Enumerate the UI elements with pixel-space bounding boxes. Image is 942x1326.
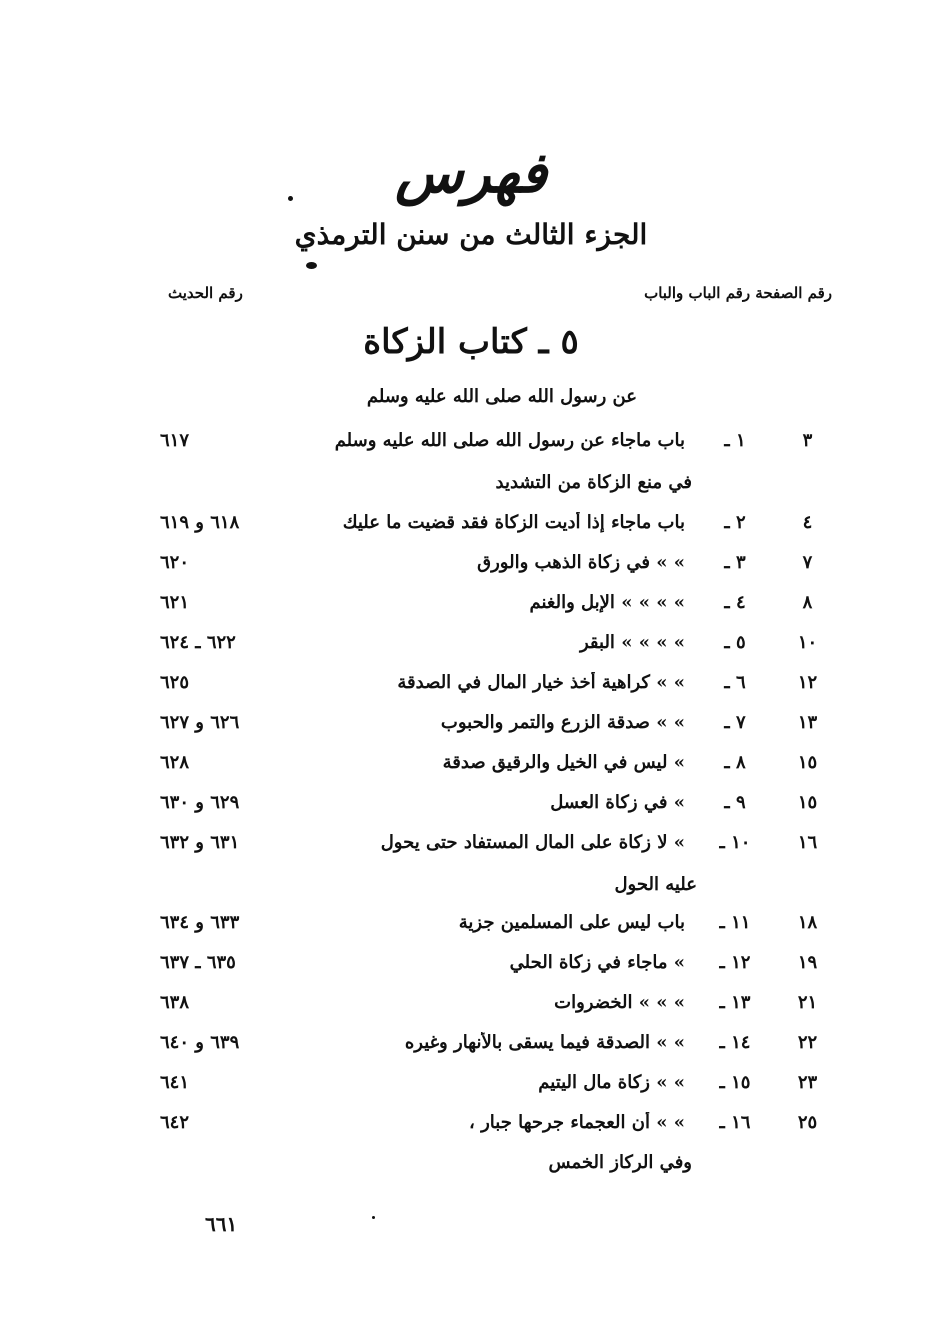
page-number-cell: ٢٣ xyxy=(797,1072,818,1093)
chapter-title-cell: » لا زكاة على المال المستفاد حتى يحول xyxy=(380,832,685,853)
page-number: ٦٦١ xyxy=(205,1212,238,1236)
hadith-number-cell: ٦٣٣ و ٦٣٤ xyxy=(160,912,240,933)
hadith-number-cell: ٦٣١ و ٦٣٢ xyxy=(160,832,240,853)
chapter-title-cell: » ليس في الخيل والرقيق صدقة xyxy=(442,752,685,773)
chapter-title-cell: » » كراهية أخذ خيار المال في الصدقة xyxy=(397,672,685,693)
hadith-number-cell: ٦٤١ xyxy=(160,1072,190,1093)
chapter-number-cell: ٢ ـ xyxy=(724,512,746,533)
chapter-title-cell: » » » الخضروات xyxy=(554,992,685,1013)
row-continuation: عليه الحول xyxy=(614,874,697,895)
hadith-number-cell: ٦١٨ و ٦١٩ xyxy=(160,512,240,533)
chapter-title-cell: » » صدقة الزرع والتمر والحبوب xyxy=(440,712,685,733)
page-number-cell: ١٨ xyxy=(797,912,818,933)
chapter-number-cell: ٩ ـ xyxy=(724,792,746,813)
column-header-hadith: رقم الحديث xyxy=(168,284,243,302)
hadith-number-cell: ٦٢١ xyxy=(160,592,190,613)
index-row xyxy=(160,992,830,1026)
index-row xyxy=(160,832,830,866)
hadith-number-cell: ٦٤٢ xyxy=(160,1112,190,1133)
index-row xyxy=(160,1032,830,1066)
column-header-page-chapter: رقم الصفحة رقم الباب والباب xyxy=(644,284,832,302)
index-row xyxy=(160,592,830,626)
intro-line: عن رسول الله صلى الله عليه وسلم xyxy=(366,386,637,407)
hadith-number-cell: ٦٢٨ xyxy=(160,752,190,773)
index-row xyxy=(160,1072,830,1106)
scan-speck xyxy=(288,196,293,201)
page-number-cell: ١٢ xyxy=(797,672,818,693)
chapter-number-cell: ١ ـ xyxy=(724,430,746,451)
page-number-cell: ٢٥ xyxy=(797,1112,818,1133)
chapter-title-cell: باب ماجاء عن رسول الله صلى الله عليه وسلم xyxy=(334,430,685,451)
hadith-number-cell: ٦٣٨ xyxy=(160,992,190,1013)
chapter-number-cell: ١٥ ـ xyxy=(719,1072,751,1093)
page-number-cell: ٤ xyxy=(802,512,813,533)
hadith-number-cell: ٦٢٩ و ٦٣٠ xyxy=(160,792,240,813)
hadith-number-cell: ٦٣٩ و ٦٤٠ xyxy=(160,1032,240,1053)
chapter-number-cell: ٤ ـ xyxy=(724,592,746,613)
book-title: ٥ ـ كتاب الزكاة xyxy=(363,322,579,362)
page-number-cell: ١٦ xyxy=(797,832,818,853)
chapter-title-cell: باب ماجاء إذا أديت الزكاة فقد قضيت ما عليك xyxy=(342,512,685,533)
hadith-number-cell: ٦٢٦ و ٦٢٧ xyxy=(160,712,240,733)
page-number-cell: ١٩ xyxy=(797,952,818,973)
index-row xyxy=(160,752,830,786)
page-number-cell: ١٠ xyxy=(797,632,818,653)
hadith-number-cell: ٦١٧ xyxy=(160,430,190,451)
hadith-number-cell: ٦٢٢ ـ ٦٢٤ xyxy=(160,632,236,653)
index-row xyxy=(160,672,830,706)
index-row xyxy=(160,712,830,746)
page-number-cell: ١٥ xyxy=(797,752,818,773)
chapter-number-cell: ٧ ـ xyxy=(724,712,746,733)
index-title: فهرس xyxy=(395,140,547,206)
chapter-number-cell: ٥ ـ xyxy=(724,632,746,653)
hadith-number-cell: ٦٣٥ ـ ٦٣٧ xyxy=(160,952,236,973)
page-number-cell: ٣ xyxy=(802,430,813,451)
chapter-number-cell: ٣ ـ xyxy=(724,552,746,573)
chapter-number-cell: ١٠ ـ xyxy=(719,832,751,853)
chapter-number-cell: ٦ ـ xyxy=(724,672,746,693)
chapter-number-cell: ١٤ ـ xyxy=(719,1032,751,1053)
scan-speck xyxy=(306,262,317,269)
page-number-cell: ٨ xyxy=(802,592,813,613)
chapter-title-cell: » » في زكاة الذهب والورق xyxy=(477,552,685,573)
chapter-title-cell: » » الصدقة فيما يسقى بالأنهار وغيره xyxy=(404,1032,685,1053)
chapter-number-cell: ٨ ـ xyxy=(724,752,746,773)
chapter-number-cell: ١٣ ـ xyxy=(719,992,751,1013)
page-number-cell: ٢١ xyxy=(797,992,818,1013)
chapter-title-cell: » » زكاة مال اليتيم xyxy=(538,1072,685,1093)
index-row xyxy=(160,952,830,986)
index-row xyxy=(160,632,830,666)
chapter-title-cell: باب ليس على المسلمين جزية xyxy=(458,912,685,933)
row-continuation: وفي الركاز الخمس xyxy=(548,1152,692,1173)
chapter-title-cell: » ماجاء في زكاة الحلي xyxy=(509,952,685,973)
page-number-cell: ٧ xyxy=(802,552,813,573)
chapter-title-cell: » » » » الإبل والغنم xyxy=(529,592,685,613)
volume-subtitle: الجزء الثالث من سنن الترمذي xyxy=(294,218,648,251)
page-number-cell: ١٣ xyxy=(797,712,818,733)
page-number-cell: ٢٢ xyxy=(797,1032,818,1053)
index-row xyxy=(160,512,830,546)
chapter-number-cell: ١١ ـ xyxy=(719,912,751,933)
chapter-number-cell: ١٢ ـ xyxy=(719,952,751,973)
index-row xyxy=(160,912,830,946)
index-row xyxy=(160,1112,830,1146)
hadith-number-cell: ٦٢٥ xyxy=(160,672,190,693)
chapter-title-cell: » » أن العجماء جرحها جبار ، xyxy=(469,1112,685,1133)
index-row xyxy=(160,430,830,464)
index-row xyxy=(160,552,830,586)
hadith-number-cell: ٦٢٠ xyxy=(160,552,190,573)
chapter-number-cell: ١٦ ـ xyxy=(719,1112,751,1133)
row-continuation: في منع الزكاة من التشديد xyxy=(495,472,692,493)
page-number-cell: ١٥ xyxy=(797,792,818,813)
index-row xyxy=(160,792,830,826)
chapter-title-cell: » » » » البقر xyxy=(579,632,685,653)
scan-speck xyxy=(372,1216,375,1219)
chapter-title-cell: » في زكاة العسل xyxy=(550,792,685,813)
